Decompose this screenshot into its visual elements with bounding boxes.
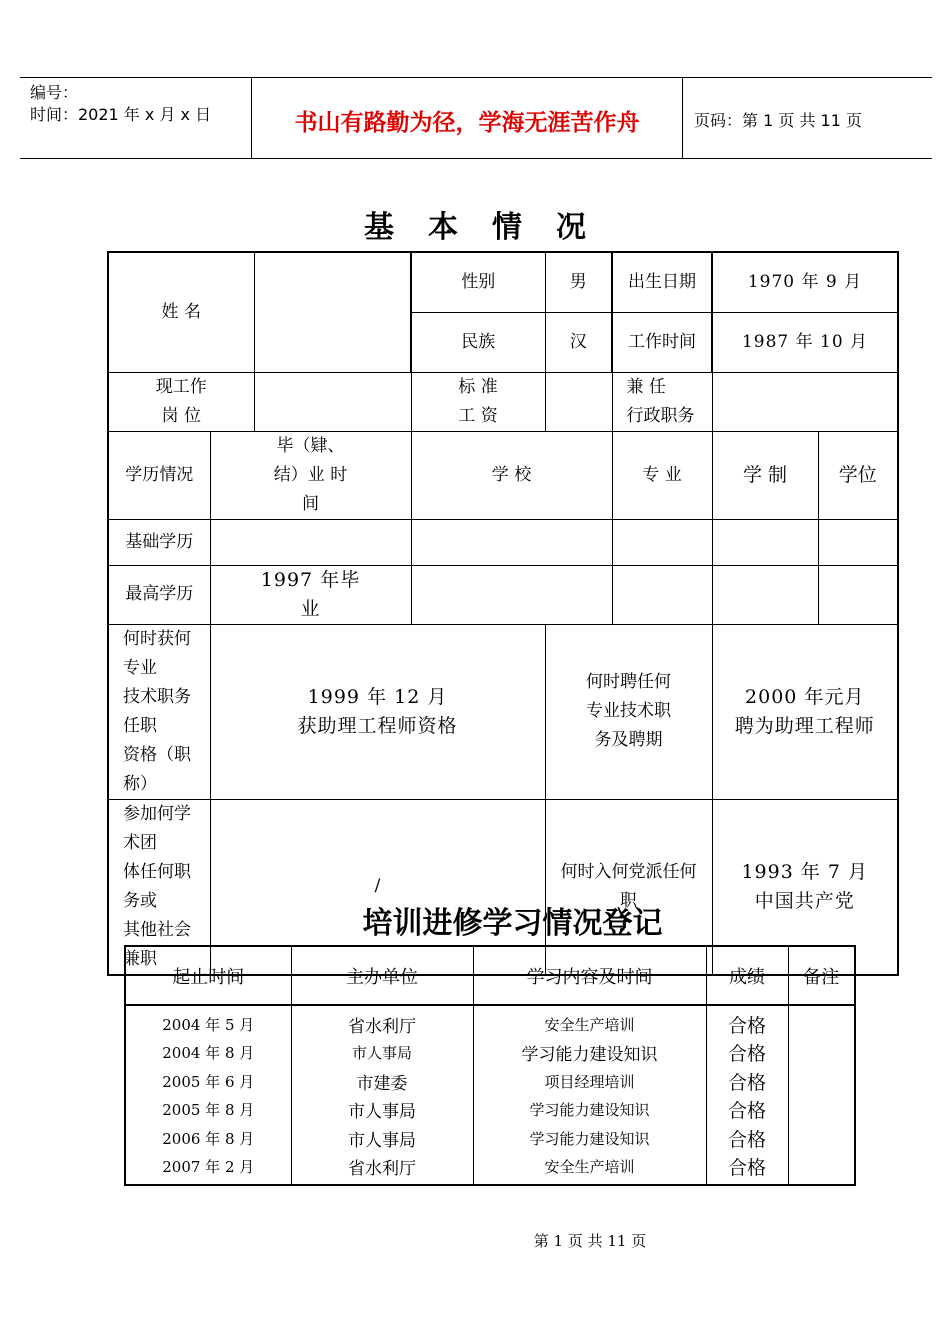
header-page-number: 页码：第 1 页 共 11 页 <box>694 111 862 130</box>
training-period: 2006 年 8 月 <box>125 1124 291 1153</box>
training-org: 省水利厅 <box>291 1005 473 1039</box>
training-content: 学习能力建设知识 <box>473 1039 706 1068</box>
education-label: 学历情况 <box>108 431 210 519</box>
table-row <box>125 1124 855 1153</box>
admin-post-value <box>712 372 898 431</box>
name-label: 姓 名 <box>108 252 254 372</box>
training-result: 合格 <box>706 1039 788 1068</box>
birth-date-value: 1970 年 9 月 <box>712 252 898 312</box>
professional-title-value: 1999 年 12 月 获助理工程师资格 <box>210 624 545 799</box>
page-header <box>20 77 932 159</box>
ethnic-value: 汉 <box>545 312 612 372</box>
admin-post-label: 兼 任 行政职务 <box>612 372 712 431</box>
training-header-row <box>125 946 855 1005</box>
post-label: 现工作 岗 位 <box>108 372 254 431</box>
table-row <box>125 1039 855 1068</box>
column-header: 成绩 <box>706 946 788 1005</box>
education-col-major: 专 业 <box>612 431 712 519</box>
education-row-highest <box>108 565 898 624</box>
header-motto: 书山有路勤为径，学海无涯苦作舟 <box>294 110 640 136</box>
training-period: 2005 年 8 月 <box>125 1096 291 1125</box>
education-grad-time: 1997 年毕 业 <box>210 565 411 624</box>
training-result: 合格 <box>706 1124 788 1153</box>
education-row-label: 最高学历 <box>108 565 210 624</box>
training-org: 市建委 <box>291 1067 473 1096</box>
training-period: 2004 年 8 月 <box>125 1039 291 1068</box>
professional-title-label: 何时获何专业 技术职务任职 资格（职称） <box>108 624 210 799</box>
header-divider <box>682 78 683 158</box>
education-col-system: 学 制 <box>712 431 818 519</box>
training-content: 项目经理培训 <box>473 1067 706 1096</box>
basic-info-table <box>107 251 899 976</box>
column-header: 学习内容及时间 <box>473 946 706 1005</box>
gender-label: 性别 <box>411 252 545 312</box>
column-header: 起止时间 <box>125 946 291 1005</box>
training-period: 2005 年 6 月 <box>125 1067 291 1096</box>
training-org: 市人事局 <box>291 1039 473 1068</box>
society-label: 参加何学术团 体任何职务或 其他社会兼职 <box>108 799 210 975</box>
training-content: 学习能力建设知识 <box>473 1096 706 1125</box>
training-note <box>788 1153 855 1186</box>
training-note <box>788 1005 855 1039</box>
society-value: / <box>210 799 545 975</box>
education-col-degree: 学位 <box>818 431 898 519</box>
basic-info-title: 基本情况 <box>364 210 620 245</box>
education-row-label: 基础学历 <box>108 519 210 565</box>
work-start-value: 1987 年 10 月 <box>712 312 898 372</box>
party-value: 1993 年 7 月 中国共产党 <box>712 799 898 975</box>
education-degree <box>818 565 898 624</box>
education-row-basic <box>108 519 898 565</box>
hire-value: 2000 年元月 聘为助理工程师 <box>712 624 898 799</box>
training-result: 合格 <box>706 1153 788 1186</box>
training-content: 安全生产培训 <box>473 1153 706 1186</box>
training-result: 合格 <box>706 1067 788 1096</box>
hire-label: 何时聘任何 专业技术职 务及聘期 <box>545 624 712 799</box>
training-period: 2007 年 2 月 <box>125 1153 291 1186</box>
training-content: 学习能力建设知识 <box>473 1124 706 1153</box>
post-value <box>254 372 411 431</box>
training-org: 市人事局 <box>291 1096 473 1125</box>
table-row <box>125 1005 855 1039</box>
education-school <box>411 565 612 624</box>
document-time-label: 时间：2021 年 x 月 x 日 <box>30 105 212 124</box>
training-title: 培训进修学习情况登记 <box>362 906 663 941</box>
education-system <box>712 519 818 565</box>
training-result: 合格 <box>706 1096 788 1125</box>
training-period: 2004 年 5 月 <box>125 1005 291 1039</box>
training-note <box>788 1067 855 1096</box>
training-note <box>788 1124 855 1153</box>
training-result: 合格 <box>706 1005 788 1039</box>
training-note <box>788 1039 855 1068</box>
training-org: 省水利厅 <box>291 1153 473 1186</box>
salary-label: 标 准 工 资 <box>411 372 545 431</box>
training-table <box>124 945 856 1186</box>
education-system <box>712 565 818 624</box>
header-meta <box>30 82 211 126</box>
party-label: 何时入何党派任何 职 <box>545 799 712 975</box>
salary-value <box>545 372 612 431</box>
name-value <box>254 252 411 372</box>
training-content: 安全生产培训 <box>473 1005 706 1039</box>
education-major <box>612 565 712 624</box>
table-row <box>125 1067 855 1096</box>
column-header: 备注 <box>788 946 855 1005</box>
birth-date-label: 出生日期 <box>612 252 712 312</box>
table-row <box>125 1153 855 1186</box>
column-header: 主办单位 <box>291 946 473 1005</box>
education-col-school: 学 校 <box>411 431 612 519</box>
education-school <box>411 519 612 565</box>
gender-value: 男 <box>545 252 612 312</box>
education-col-grad-time: 毕（肄、 结）业 时 间 <box>210 431 411 519</box>
work-start-label: 工作时间 <box>612 312 712 372</box>
table-row <box>125 1096 855 1125</box>
training-org: 市人事局 <box>291 1124 473 1153</box>
training-note <box>788 1096 855 1125</box>
education-grad-time <box>210 519 411 565</box>
ethnic-label: 民族 <box>411 312 545 372</box>
education-degree <box>818 519 898 565</box>
education-major <box>612 519 712 565</box>
page-footer: 第 1 页 共 11 页 <box>533 1232 647 1250</box>
document-number-label: 编号： <box>30 83 79 102</box>
